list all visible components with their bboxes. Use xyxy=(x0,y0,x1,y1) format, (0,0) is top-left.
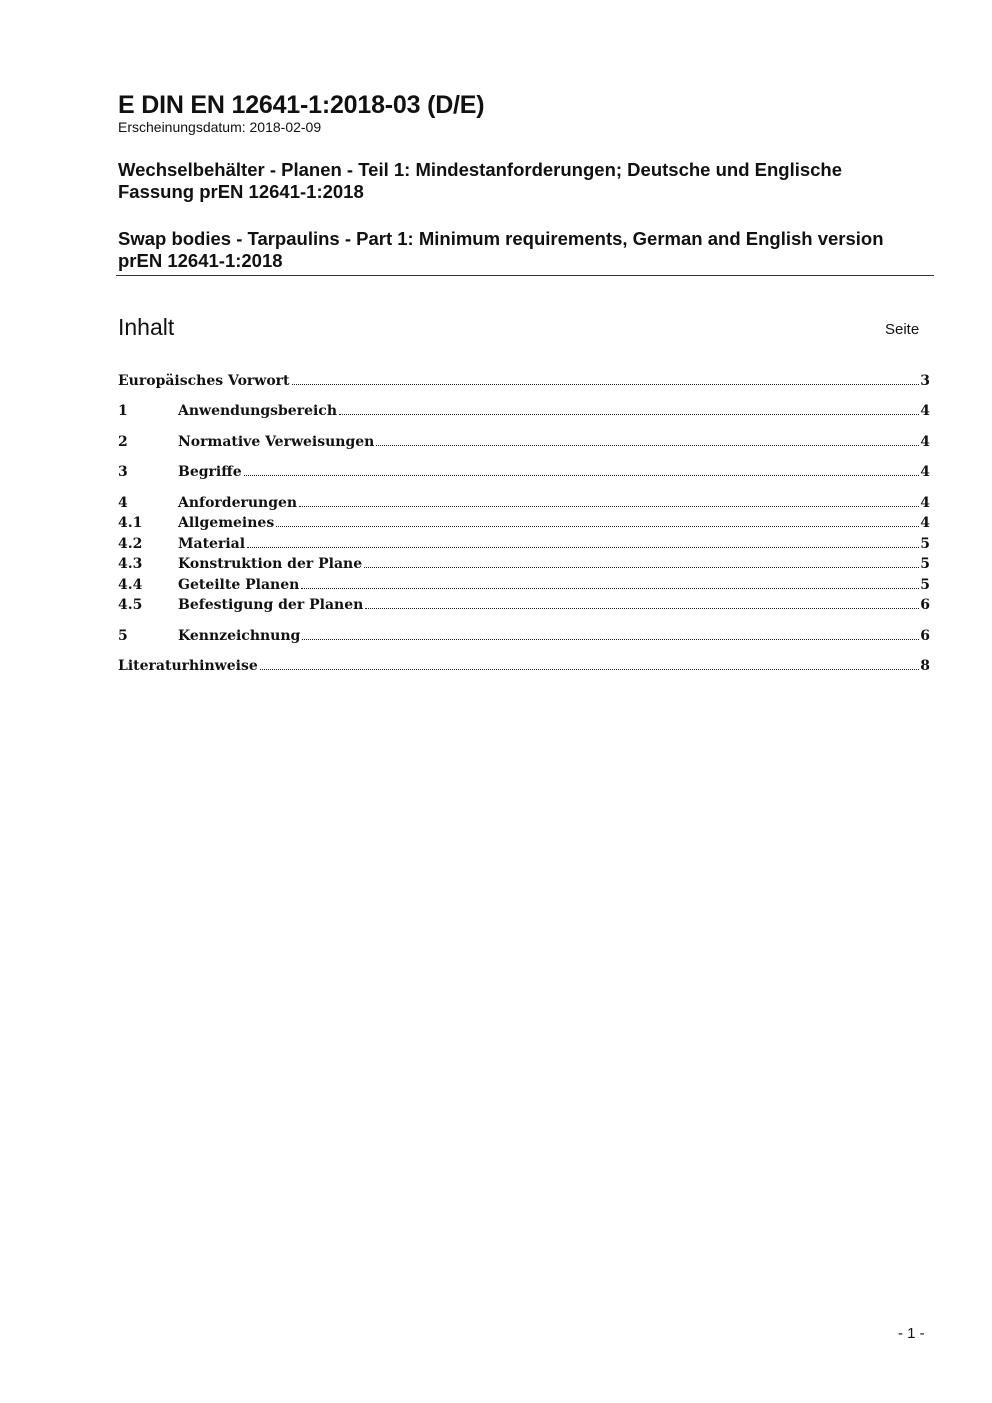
toc-dot-leader xyxy=(260,669,920,670)
toc-entry-page: 6 xyxy=(920,628,930,644)
toc-entry[interactable] xyxy=(118,513,930,531)
toc-entry-page: 5 xyxy=(920,536,930,552)
toc-dot-leader xyxy=(292,384,920,385)
toc-entry-number: 5 xyxy=(118,628,128,644)
toc-entry-title: Anwendungsbereich xyxy=(178,403,337,419)
toc-entry-title: Begriffe xyxy=(178,464,242,480)
toc-heading: Inhalt xyxy=(118,314,175,340)
toc-entry-number: 2 xyxy=(118,434,128,450)
toc-entry-page: 6 xyxy=(920,597,930,613)
toc-entry-page: 4 xyxy=(920,434,930,450)
toc-dot-leader xyxy=(299,506,919,507)
toc-entry[interactable] xyxy=(118,595,930,613)
toc-entry-title: Anforderungen xyxy=(178,495,298,511)
toc-entry-number: 4 xyxy=(118,495,128,511)
toc-dot-leader xyxy=(364,567,919,568)
toc-page-column-heading: Seite xyxy=(885,321,920,338)
toc-entry-title: Allgemeines xyxy=(178,515,275,531)
toc-entry-title: Geteilte Planen xyxy=(178,577,300,593)
toc-dot-leader xyxy=(244,475,920,476)
toc-entry-page: 5 xyxy=(920,556,930,572)
toc-entry-page: 4 xyxy=(920,495,930,511)
toc-dot-leader xyxy=(339,414,919,415)
toc-entry-page: 4 xyxy=(920,403,930,419)
toc-entry[interactable] xyxy=(118,371,930,389)
toc-entry[interactable] xyxy=(118,462,930,480)
toc-dot-leader xyxy=(247,547,919,548)
publication-date: Erscheinungsdatum: 2018-02-09 xyxy=(118,119,322,135)
toc-entry[interactable] xyxy=(118,432,930,450)
toc-entry-page: 4 xyxy=(920,464,930,480)
title-divider xyxy=(116,275,934,276)
toc-entry-number: 1 xyxy=(118,403,128,419)
toc-entry-number: 4.3 xyxy=(118,556,143,572)
title-german: Wechselbehälter - Planen - Teil 1: Mindestanforderungen; Deutsche und Englische Fassung prEN 12641-1:2018 xyxy=(118,159,843,202)
toc-entry[interactable] xyxy=(118,554,930,572)
toc-entry-page: 4 xyxy=(920,515,930,531)
toc-entry-title: Europäisches Vorwort xyxy=(118,373,290,389)
page-number: - 1 - xyxy=(898,1325,925,1342)
toc-dot-leader xyxy=(365,608,919,609)
toc-entry[interactable] xyxy=(118,493,930,511)
toc-dot-leader xyxy=(276,526,919,527)
toc-entry-page: 5 xyxy=(920,577,930,593)
toc-entry[interactable] xyxy=(118,401,930,419)
toc-entry-page: 3 xyxy=(920,373,930,389)
toc-entry-number: 4.2 xyxy=(118,536,143,552)
toc-entry-title: Kennzeichnung xyxy=(178,628,301,644)
toc-entry[interactable] xyxy=(118,534,930,552)
toc-entry-number: 3 xyxy=(118,464,128,480)
toc-entry[interactable] xyxy=(118,575,930,593)
toc-entry-title: Normative Verweisungen xyxy=(178,434,375,450)
title-english: Swap bodies - Tarpaulins - Part 1: Minimum requirements, German and English version prEN 12641-1:2018 xyxy=(118,228,884,271)
doc-id: E DIN EN 12641-1:2018-03 (D/E) xyxy=(118,91,485,119)
toc-entry-title: Literaturhinweise xyxy=(118,658,258,674)
toc-dot-leader xyxy=(376,445,919,446)
toc-entry-title: Material xyxy=(178,536,246,552)
toc-entry[interactable] xyxy=(118,626,930,644)
toc-entry-number: 4.5 xyxy=(118,597,143,613)
toc-entry-title: Konstruktion der Plane xyxy=(178,556,363,572)
toc-entry-title: Befestigung der Planen xyxy=(178,597,364,613)
toc-entry[interactable] xyxy=(118,656,930,674)
toc-dot-leader xyxy=(302,639,919,640)
toc-entry-page: 8 xyxy=(920,658,930,674)
toc-entry-number: 4.1 xyxy=(118,515,143,531)
toc-dot-leader xyxy=(301,588,919,589)
toc-entry-number: 4.4 xyxy=(118,577,143,593)
